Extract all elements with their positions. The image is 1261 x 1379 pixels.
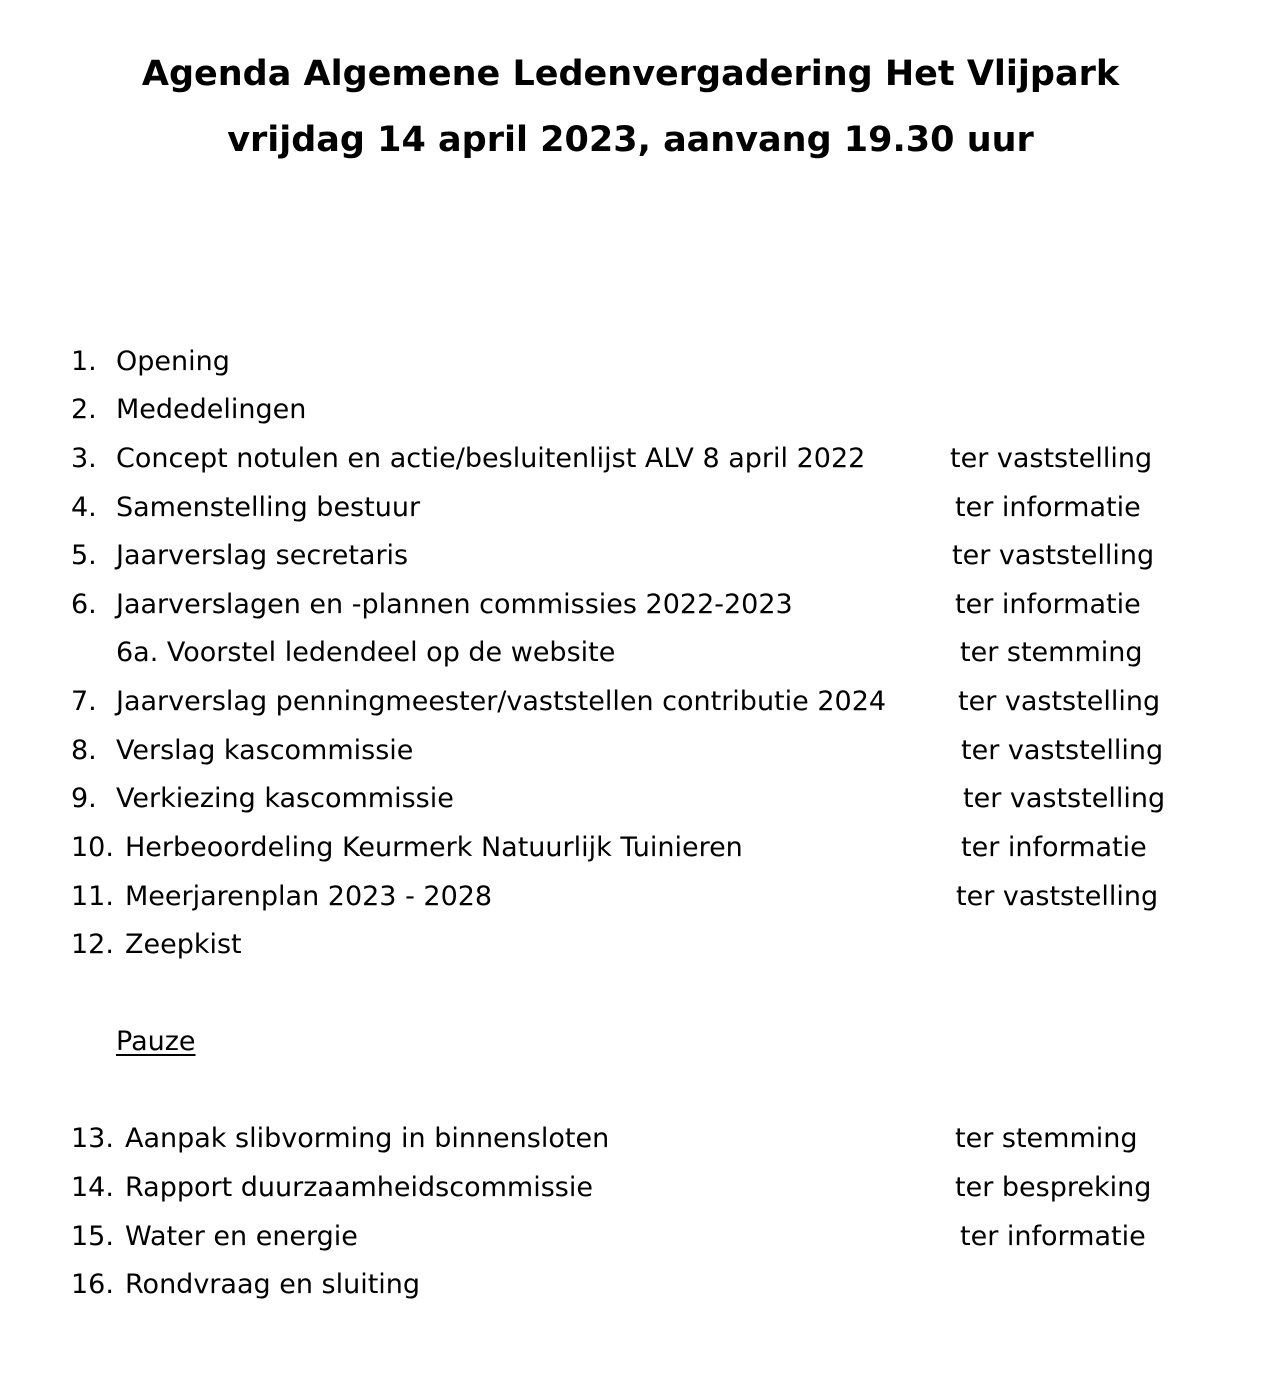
- item-text: Aanpak slibvorming in binnensloten: [125, 1123, 610, 1154]
- item-number: 8.: [71, 735, 97, 766]
- agenda-item: [0, 830, 1261, 866]
- item-action: ter vaststelling: [952, 540, 1155, 571]
- item-action: ter informatie: [955, 492, 1141, 523]
- item-action: ter bespreking: [955, 1172, 1152, 1203]
- item-number: 5.: [71, 540, 97, 571]
- pause-label: Pauze: [116, 1026, 196, 1057]
- item-text: Rondvraag en sluiting: [125, 1269, 421, 1300]
- agenda-item: [0, 733, 1261, 769]
- item-number: 10.: [71, 832, 114, 863]
- item-action: ter vaststelling: [956, 881, 1159, 912]
- item-action: ter informatie: [961, 832, 1147, 863]
- agenda-item: [0, 927, 1261, 963]
- agenda-item: [0, 392, 1261, 428]
- agenda-item: [0, 587, 1261, 623]
- item-text: Opening: [116, 346, 230, 377]
- item-number: 15.: [71, 1221, 114, 1252]
- item-text: Jaarverslag secretaris: [116, 540, 409, 571]
- item-action: ter informatie: [960, 1221, 1146, 1252]
- item-text: Herbeoordeling Keurmerk Natuurlijk Tuinieren: [125, 832, 743, 863]
- agenda-item: [0, 1267, 1261, 1303]
- item-action: ter stemming: [960, 637, 1143, 668]
- item-text: Mededelingen: [116, 394, 307, 425]
- item-number: 13.: [71, 1123, 114, 1154]
- item-text: 6a. Voorstel ledendeel op de website: [116, 637, 616, 668]
- item-number: 2.: [71, 394, 97, 425]
- item-number: 12.: [71, 929, 114, 960]
- item-action: ter vaststelling: [963, 783, 1166, 814]
- agenda-title: Agenda Algemene Ledenvergadering Het Vlijpark: [141, 54, 1120, 94]
- item-number: 9.: [71, 783, 97, 814]
- agenda-item: [0, 684, 1261, 720]
- item-text: Jaarverslag penningmeester/vaststellen contributie 2024: [116, 686, 887, 717]
- item-text: Jaarverslagen en -plannen commissies 2022-2023: [116, 589, 793, 620]
- item-text: Verkiezing kascommissie: [116, 783, 454, 814]
- item-number: 7.: [71, 686, 97, 717]
- agenda-item: [0, 538, 1261, 574]
- agenda-item: [0, 1170, 1261, 1206]
- item-text: Meerjarenplan 2023 - 2028: [125, 881, 493, 912]
- item-number: 11.: [71, 881, 114, 912]
- item-number: 1.: [71, 346, 97, 377]
- agenda-item: [0, 781, 1261, 817]
- item-action: ter stemming: [955, 1123, 1138, 1154]
- agenda-item: [0, 1121, 1261, 1157]
- agenda-subitem: [0, 635, 1261, 671]
- item-text: Zeepkist: [125, 929, 242, 960]
- item-action: ter informatie: [955, 589, 1141, 620]
- agenda-subtitle: vrijdag 14 april 2023, aanvang 19.30 uur: [227, 120, 1034, 160]
- item-action: ter vaststelling: [950, 443, 1153, 474]
- item-action: ter vaststelling: [958, 686, 1161, 717]
- item-text: Verslag kascommissie: [116, 735, 414, 766]
- agenda-item: [0, 441, 1261, 477]
- item-number: 4.: [71, 492, 97, 523]
- item-number: 14.: [71, 1172, 114, 1203]
- agenda-item: [0, 490, 1261, 526]
- item-number: 6.: [71, 589, 97, 620]
- item-text: Water en energie: [125, 1221, 358, 1252]
- agenda-item: [0, 344, 1261, 380]
- agenda-item: [0, 1219, 1261, 1255]
- agenda-item: [0, 879, 1261, 915]
- item-action: ter vaststelling: [961, 735, 1164, 766]
- item-text: Concept notulen en actie/besluitenlijst ALV 8 april 2022: [116, 443, 866, 474]
- item-text: Rapport duurzaamheidscommissie: [125, 1172, 593, 1203]
- item-number: 16.: [71, 1269, 114, 1300]
- item-number: 3.: [71, 443, 97, 474]
- item-text: Samenstelling bestuur: [116, 492, 421, 523]
